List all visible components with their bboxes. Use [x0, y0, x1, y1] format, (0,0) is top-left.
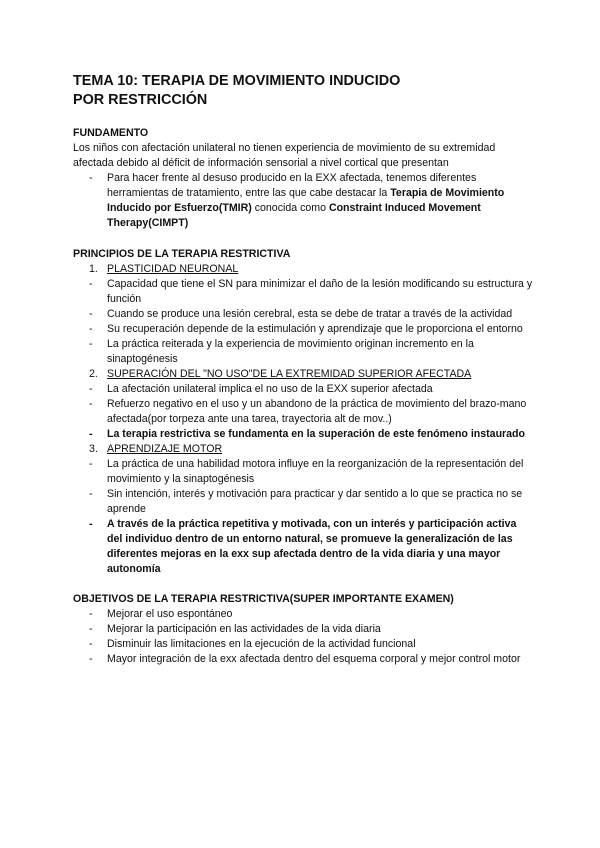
list-item: - A través de la práctica repetitiva y motivada, con un interés y participación activa del individuo dentro de un entorno natural, se promueve la generalización de las diferentes mejoras en la exx sup afectada dentro de la vida diaria y una mayor autonomía: [73, 517, 533, 577]
list-item: - Mejorar la participación en las actividades de la vida diaria: [73, 622, 533, 637]
text-run: Para hacer frente al desuso producido en la EXX afectada, tenemos diferentes herramientas de tratamiento, entre las que cabe destacar la: [107, 172, 477, 199]
bullet-list: [73, 607, 533, 667]
item-number: 1.: [89, 263, 98, 275]
bullet-list: [73, 171, 533, 231]
list-item: [73, 171, 533, 231]
list-item: - Mejorar el uso espontáneo: [73, 607, 533, 622]
section-fundamento: [73, 126, 533, 231]
section-objetivos: [73, 592, 533, 667]
section-heading: FUNDAMENTO: [73, 127, 149, 139]
list-item: - Capacidad que tiene el SN para minimizar el daño de la lesión modificando su estructura y función: [73, 277, 533, 307]
item-number: 2.: [89, 368, 98, 380]
document-page: [73, 72, 533, 667]
section-heading: PRINCIPIOS DE LA TERAPIA RESTRICTIVA: [73, 248, 291, 260]
item-title: PLASTICIDAD NEURONAL: [107, 263, 239, 275]
list-item: - Su recuperación depende de la estimulación y aprendizaje que le proporciona el entorno: [73, 322, 533, 337]
list-item: - Sin intención, interés y motivación para practicar y dar sentido a lo que se practica no se aprende: [73, 487, 533, 517]
list-item: - La práctica reiterada y la experiencia de movimiento originan incremento en la sinaptogénesis: [73, 337, 533, 367]
section-heading: OBJETIVOS DE LA TERAPIA RESTRICTIVA(SUPER IMPORTANTE EXAMEN): [73, 593, 454, 605]
item-number: 3.: [89, 443, 98, 455]
paragraph: Los niños con afectación unilateral no tienen experiencia de movimiento de su extremidad afectada debido al déficit de información sensorial a nivel cortical que presentan: [73, 142, 496, 169]
bullet-list: [73, 457, 533, 577]
bold-text: Constraint Induced Movement Therapy(CIMPT): [107, 202, 481, 229]
section-principios: [73, 247, 533, 577]
list-item: - La práctica de una habilidad motora influye en la reorganización de la representación del movimiento y la sinaptogénesis: [73, 457, 533, 487]
bold-text: Terapia de Movimiento Inducido por Esfuerzo(TMIR): [107, 187, 505, 214]
text-run: conocida como: [251, 202, 329, 214]
numbered-item: [73, 367, 533, 382]
numbered-item: [73, 442, 533, 457]
bullet-list: [73, 382, 533, 442]
document-title: TEMA 10: TERAPIA DE MOVIMIENTO INDUCIDO POR RESTRICCIÓN: [73, 73, 401, 108]
item-title: APRENDIZAJE MOTOR: [107, 443, 223, 455]
list-item: - La afectación unilateral implica el no uso de la EXX superior afectada: [73, 382, 533, 397]
bullet-list: [73, 277, 533, 367]
list-item: - Refuerzo negativo en el uso y un abandono de la práctica de movimiento del brazo-mano afectada(por torpeza ante una tarea, trayectoria alt de mov..): [73, 397, 533, 427]
item-title: SUPERACIÓN DEL "NO USO"DE LA EXTREMIDAD SUPERIOR AFECTADA: [107, 368, 472, 380]
list-item: - La terapia restrictiva se fundamenta en la superación de este fenómeno instaurado: [73, 427, 533, 442]
list-item: - Cuando se produce una lesión cerebral, esta se debe de tratar a través de la actividad: [73, 307, 533, 322]
numbered-item: [73, 262, 533, 277]
list-item: - Disminuir las limitaciones en la ejecución de la actividad funcional: [73, 637, 533, 652]
list-item: - Mayor integración de la exx afectada dentro del esquema corporal y mejor control motor: [73, 652, 533, 667]
